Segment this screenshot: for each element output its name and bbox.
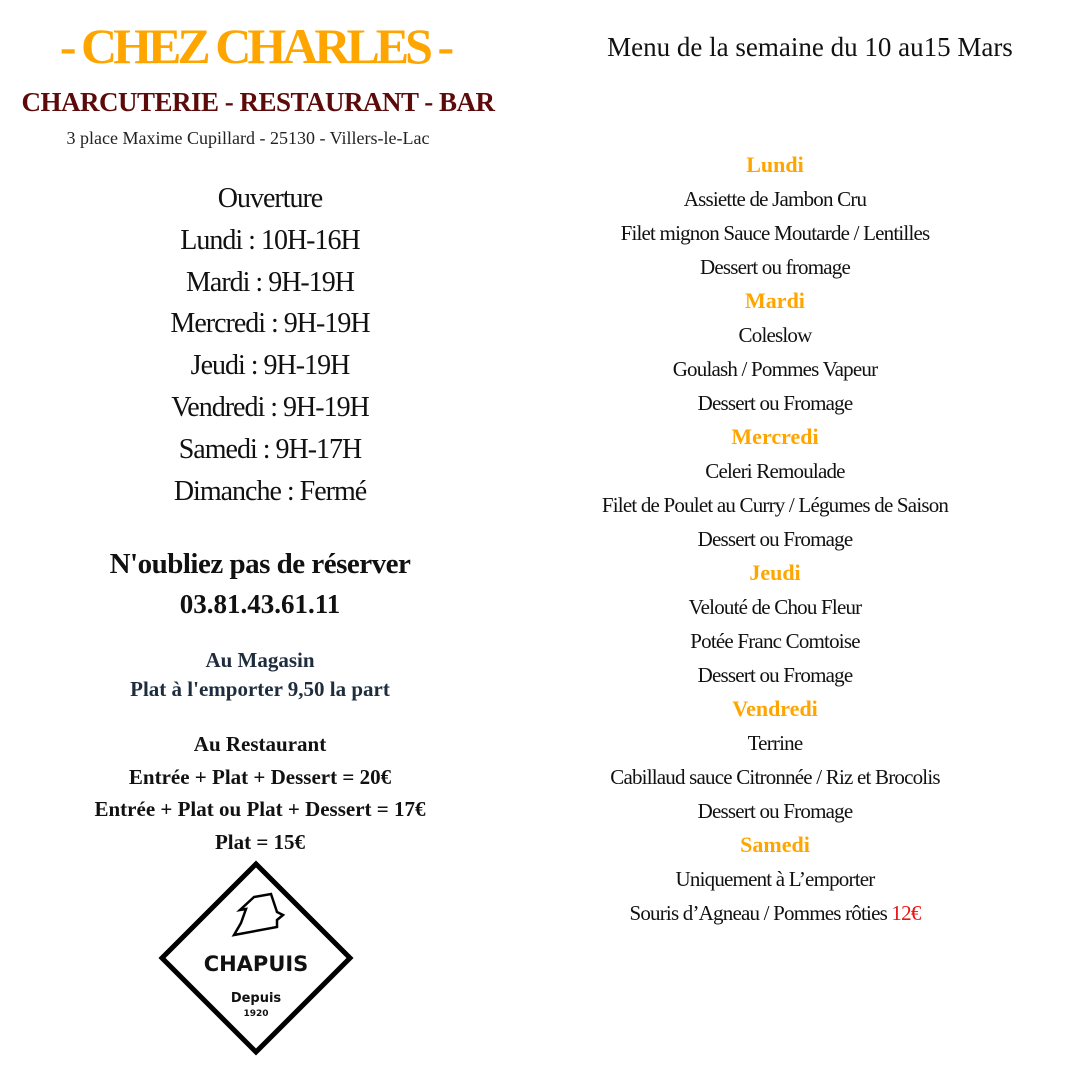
hours-row-mercredi: Mercredi : 9H-19H: [170, 308, 370, 340]
brand-title: - CHEZ CHARLES -: [59, 18, 451, 74]
hours-row-lundi: Lundi : 10H-16H: [180, 224, 360, 256]
formula-full: Entrée + Plat + Dessert = 20€: [128, 764, 392, 789]
menu-item: Dessert ou Fromage: [697, 799, 853, 823]
logo-name: CHAPUIS: [203, 952, 309, 976]
menu-day-jeudi: Jeudi: [749, 560, 801, 585]
menu-day-lundi: Lundi: [746, 152, 804, 177]
logo-year: 1920: [243, 1009, 269, 1019]
chapuis-logo: [158, 860, 354, 1056]
menu-item: Coleslow: [738, 323, 812, 347]
brand-subtitle: CHARCUTERIE - RESTAURANT - BAR: [21, 87, 495, 117]
hours-row-vendredi: Vendredi : 9H-19H: [171, 391, 369, 423]
menu-item: Potée Franc Comtoise: [690, 629, 860, 653]
restaurant-title: Au Restaurant: [193, 732, 327, 756]
weekly-menu: [560, 148, 990, 930]
menu-item: Velouté de Chou Fleur: [688, 595, 862, 619]
menu-item: Dessert ou Fromage: [697, 527, 853, 551]
menu-item: Filet mignon Sauce Moutarde / Lentilles: [620, 221, 930, 245]
shop-title: Au Magasin: [205, 648, 315, 672]
logo-since-label: Depuis: [230, 991, 282, 1006]
menu-day-mardi: Mardi: [745, 288, 805, 313]
opening-hours: [120, 178, 420, 512]
hours-row-dimanche: Dimanche : Fermé: [173, 475, 367, 507]
menu-day-mercredi: Mercredi: [731, 424, 819, 449]
address: 3 place Maxime Cupillard - 25130 - Villers-le-Lac: [66, 128, 430, 148]
menu-day-vendredi: Vendredi: [732, 696, 818, 721]
menu-item-price: 12€: [891, 901, 921, 925]
phone-number: 03.81.43.61.11: [179, 589, 341, 619]
shop-block: [40, 646, 480, 704]
restaurant-block: [20, 728, 500, 858]
menu-item-with-price: [560, 896, 990, 930]
opening-hours-title: Ouverture: [217, 183, 323, 214]
hours-row-jeudi: Jeudi : 9H-19H: [190, 350, 350, 382]
menu-item: Uniquement à L’emporter: [675, 867, 875, 891]
formula-two-courses: Entrée + Plat ou Plat + Dessert = 17€: [94, 797, 426, 821]
menu-item: Dessert ou fromage: [699, 255, 851, 279]
hours-row-mardi: Mardi : 9H-19H: [186, 266, 354, 298]
menu-item: Celeri Remoulade: [705, 459, 845, 483]
menu-item: Terrine: [747, 731, 803, 755]
formula-main-only: Plat = 15€: [214, 829, 306, 854]
hours-row-samedi: Samedi : 9H-17H: [178, 433, 362, 465]
menu-item: Assiette de Jambon Cru: [683, 187, 867, 211]
menu-item: Dessert ou Fromage: [697, 391, 853, 415]
menu-item: Goulash / Pommes Vapeur: [672, 357, 878, 381]
week-menu-title: Menu de la semaine du 10 au15 Mars: [607, 32, 1013, 62]
menu-item-text: Souris d’Agneau / Pommes rôties: [629, 901, 887, 925]
menu-item: Filet de Poulet au Curry / Légumes de Saison: [601, 493, 949, 517]
menu-day-samedi: Samedi: [740, 832, 810, 857]
reservation-block: [40, 544, 480, 624]
menu-item: Dessert ou Fromage: [697, 663, 853, 687]
reservation-text: N'oubliez pas de réserver: [109, 548, 411, 580]
menu-item: Cabillaud sauce Citronnée / Riz et Brocolis: [610, 765, 940, 789]
shop-offer: Plat à l'emporter 9,50 la part: [130, 677, 390, 701]
